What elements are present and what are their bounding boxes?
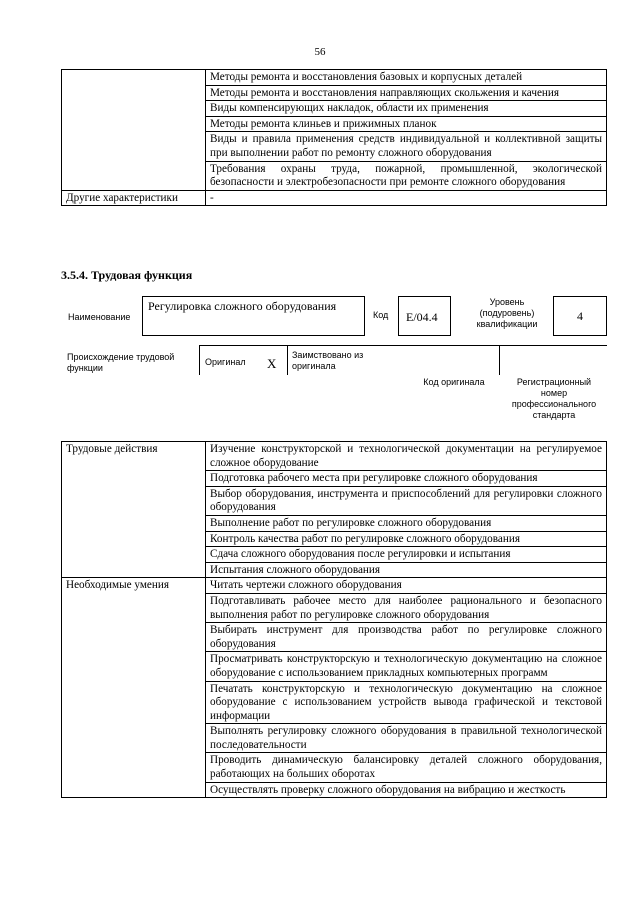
row-item: Виды компенсирующих накладок, области их применения xyxy=(206,101,607,117)
row-item: Выполнение работ по регулировке сложного оборудования xyxy=(206,515,607,531)
original-mark: X xyxy=(267,356,277,371)
table-row xyxy=(62,578,607,594)
table-row xyxy=(62,190,607,206)
origin-divider-1 xyxy=(287,345,288,375)
row-label: Необходимые умения xyxy=(62,578,206,798)
code-label: Код xyxy=(373,310,389,320)
borrowed-label: Заимствовано из оригинала xyxy=(292,350,364,371)
row-item: Просматривать конструкторскую и технологическую документацию на сложное оборудование с использованием прикладных компьютерных программ xyxy=(206,652,607,681)
origin-label: Происхождение трудовой функции xyxy=(67,352,175,373)
row-item: Печатать конструкторскую и технологическую документацию на сложное оборудование с использованием устройств вывода графической и текстовой информации xyxy=(206,681,607,724)
name-label: Наименование xyxy=(68,312,131,322)
row-item: Виды и правила применения средств индивидуальной и коллективной защиты при выполнении работ по ремонту сложного оборудования xyxy=(206,132,607,161)
row-item: Методы ремонта и восстановления базовых и корпусных деталей xyxy=(206,70,607,86)
level-label: Уровень (подуровень) квалификации xyxy=(476,297,538,329)
row-label xyxy=(62,70,206,191)
row-item: Методы ремонта клиньев и прижимных планок xyxy=(206,116,607,132)
table-row xyxy=(62,70,607,86)
row-item: Контроль качества работ по регулировке сложного оборудования xyxy=(206,531,607,547)
table-row xyxy=(62,442,607,471)
row-item: Испытания сложного оборудования xyxy=(206,562,607,578)
page-number: 56 xyxy=(314,46,326,58)
row-item: Подготовка рабочего места при регулировке сложного оборудования xyxy=(206,471,607,487)
section-heading: 3.5.4. Трудовая функция xyxy=(61,268,193,282)
row-item: Проводить динамическую балансировку деталей сложного оборудования, работающих на больших оборотах xyxy=(206,753,607,782)
row-item: Выбор оборудования, инструмента и приспособлений для регулировки сложного оборудования xyxy=(206,486,607,515)
row-label: Другие характеристики xyxy=(62,190,206,206)
original-label: Оригинал xyxy=(205,357,246,367)
code-box xyxy=(398,296,451,336)
origin-box xyxy=(199,345,607,375)
row-item: Выполнять регулировку сложного оборудования в правильной технологической последовательности xyxy=(206,724,607,753)
row-item: Читать чертежи сложного оборудования xyxy=(206,578,607,594)
name-box xyxy=(142,296,365,336)
row-item: Требования охраны труда, пожарной, промышленной, экологической безопасности и электробезопасности при ремонте сложного оборудования xyxy=(206,161,607,190)
row-item: Выбирать инструмент для производства работ по регулировке сложного оборудования xyxy=(206,623,607,652)
level-box xyxy=(553,296,607,336)
row-item: Методы ремонта и восстановления направляющих скольжения и качения xyxy=(206,85,607,101)
main-table xyxy=(61,441,607,798)
row-item: Подготавливать рабочее место для наиболее рационального и безопасного выполнения работ по регулировке сложного оборудования xyxy=(206,593,607,622)
level-value: 4 xyxy=(577,309,583,323)
row-item: Сдача сложного оборудования после регулировки и испытания xyxy=(206,547,607,563)
row-item: Осуществлять проверку сложного оборудования на вибрацию и жесткость xyxy=(206,782,607,798)
function-name: Регулировка сложного оборудования xyxy=(148,299,337,313)
row-label: Трудовые действия xyxy=(62,442,206,578)
top-table xyxy=(61,69,607,206)
origin-divider-2 xyxy=(499,345,500,375)
function-code: E/04.4 xyxy=(406,310,438,324)
code-original-label: Код оригинала xyxy=(423,377,485,387)
row-item: Изучение конструкторской и технологической документации на регулируемое сложное оборудование xyxy=(206,442,607,471)
reg-number-label: Регистрационный номер профессионального стандарта xyxy=(511,377,597,420)
row-item: - xyxy=(206,190,607,206)
